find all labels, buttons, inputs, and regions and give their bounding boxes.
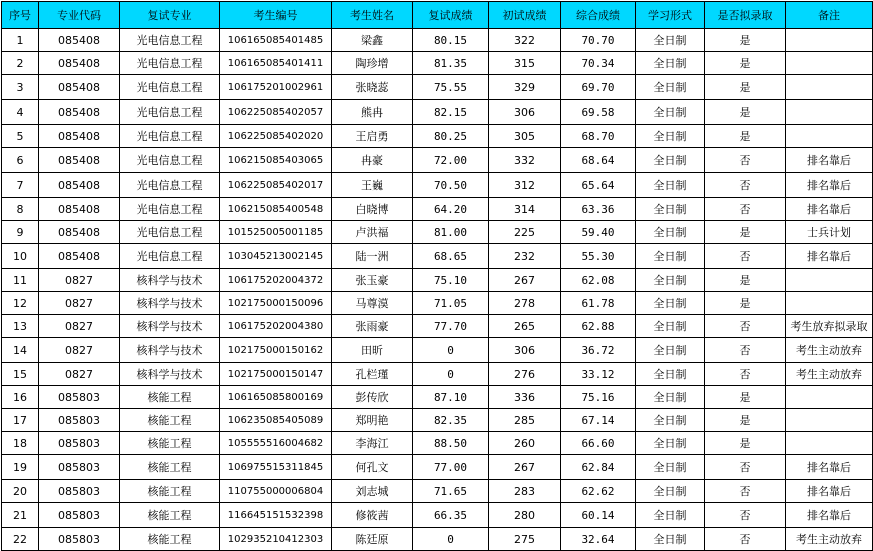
cell-admitted: 否 xyxy=(705,338,786,363)
cell-major-code: 0827 xyxy=(39,269,120,292)
cell-admitted: 否 xyxy=(705,315,786,338)
cell-retest-score: 82.15 xyxy=(413,100,489,125)
cell-retest-major: 光电信息工程 xyxy=(120,198,220,221)
cell-major-code: 0827 xyxy=(39,315,120,338)
cell-candidate-name: 刘志城 xyxy=(332,480,413,503)
cell-candidate-id: 106175202004380 xyxy=(220,315,332,338)
cell-initial-score: 232 xyxy=(489,244,561,269)
cell-index: 2 xyxy=(2,52,39,75)
cell-initial-score: 314 xyxy=(489,198,561,221)
cell-study-mode: 全日制 xyxy=(636,221,705,244)
cell-remarks: 排名靠后 xyxy=(786,173,873,198)
cell-major-code: 085803 xyxy=(39,409,120,432)
cell-candidate-id: 102175000150147 xyxy=(220,363,332,386)
cell-initial-score: 275 xyxy=(489,528,561,551)
cell-retest-major: 光电信息工程 xyxy=(120,52,220,75)
header-study-mode: 学习形式 xyxy=(636,2,705,29)
cell-study-mode: 全日制 xyxy=(636,503,705,528)
cell-initial-score: 312 xyxy=(489,173,561,198)
cell-candidate-name: 陆一洲 xyxy=(332,244,413,269)
cell-retest-score: 71.05 xyxy=(413,292,489,315)
cell-study-mode: 全日制 xyxy=(636,363,705,386)
cell-total-score: 69.70 xyxy=(561,75,636,100)
table-row xyxy=(2,148,873,173)
table-row xyxy=(2,52,873,75)
cell-candidate-id: 102175000150096 xyxy=(220,292,332,315)
cell-major-code: 085408 xyxy=(39,125,120,148)
cell-major-code: 085408 xyxy=(39,100,120,125)
cell-candidate-id: 106215085403065 xyxy=(220,148,332,173)
table-row xyxy=(2,409,873,432)
cell-total-score: 63.36 xyxy=(561,198,636,221)
cell-initial-score: 267 xyxy=(489,269,561,292)
cell-total-score: 59.40 xyxy=(561,221,636,244)
cell-study-mode: 全日制 xyxy=(636,455,705,480)
cell-admitted: 否 xyxy=(705,503,786,528)
cell-candidate-name: 冉豪 xyxy=(332,148,413,173)
cell-study-mode: 全日制 xyxy=(636,29,705,52)
cell-major-code: 085408 xyxy=(39,148,120,173)
cell-remarks: 排名靠后 xyxy=(786,503,873,528)
table-row xyxy=(2,503,873,528)
cell-total-score: 70.34 xyxy=(561,52,636,75)
cell-total-score: 68.70 xyxy=(561,125,636,148)
table-row xyxy=(2,480,873,503)
table-row xyxy=(2,269,873,292)
cell-candidate-name: 修筱茜 xyxy=(332,503,413,528)
cell-admitted: 是 xyxy=(705,125,786,148)
cell-candidate-id: 106165085401411 xyxy=(220,52,332,75)
cell-candidate-name: 卢洪福 xyxy=(332,221,413,244)
cell-remarks xyxy=(786,386,873,409)
cell-index: 12 xyxy=(2,292,39,315)
table-row xyxy=(2,292,873,315)
cell-retest-major: 光电信息工程 xyxy=(120,221,220,244)
cell-initial-score: 283 xyxy=(489,480,561,503)
cell-index: 3 xyxy=(2,75,39,100)
cell-retest-major: 光电信息工程 xyxy=(120,100,220,125)
cell-index: 22 xyxy=(2,528,39,551)
cell-remarks xyxy=(786,52,873,75)
cell-admitted: 是 xyxy=(705,29,786,52)
cell-retest-score: 71.65 xyxy=(413,480,489,503)
cell-index: 15 xyxy=(2,363,39,386)
cell-total-score: 62.08 xyxy=(561,269,636,292)
cell-remarks xyxy=(786,75,873,100)
cell-candidate-id: 106235085405089 xyxy=(220,409,332,432)
cell-index: 13 xyxy=(2,315,39,338)
cell-remarks xyxy=(786,432,873,455)
cell-candidate-name: 陶珍增 xyxy=(332,52,413,75)
cell-retest-score: 75.10 xyxy=(413,269,489,292)
cell-total-score: 55.30 xyxy=(561,244,636,269)
cell-candidate-id: 102935210412303 xyxy=(220,528,332,551)
cell-admitted: 否 xyxy=(705,480,786,503)
cell-study-mode: 全日制 xyxy=(636,386,705,409)
cell-retest-score: 77.00 xyxy=(413,455,489,480)
cell-candidate-name: 田昕 xyxy=(332,338,413,363)
cell-retest-score: 0 xyxy=(413,338,489,363)
cell-total-score: 33.12 xyxy=(561,363,636,386)
cell-candidate-name: 陈廷原 xyxy=(332,528,413,551)
cell-index: 6 xyxy=(2,148,39,173)
cell-index: 4 xyxy=(2,100,39,125)
cell-major-code: 085803 xyxy=(39,386,120,409)
cell-admitted: 是 xyxy=(705,269,786,292)
table-row xyxy=(2,173,873,198)
cell-candidate-name: 张雨豪 xyxy=(332,315,413,338)
cell-candidate-id: 116645151532398 xyxy=(220,503,332,528)
cell-major-code: 085408 xyxy=(39,29,120,52)
admission-table xyxy=(1,1,873,551)
cell-initial-score: 267 xyxy=(489,455,561,480)
cell-total-score: 70.70 xyxy=(561,29,636,52)
cell-retest-major: 核科学与技术 xyxy=(120,292,220,315)
cell-major-code: 085803 xyxy=(39,455,120,480)
cell-retest-major: 核能工程 xyxy=(120,409,220,432)
cell-admitted: 否 xyxy=(705,244,786,269)
cell-study-mode: 全日制 xyxy=(636,173,705,198)
cell-study-mode: 全日制 xyxy=(636,292,705,315)
cell-index: 11 xyxy=(2,269,39,292)
cell-index: 7 xyxy=(2,173,39,198)
cell-remarks xyxy=(786,292,873,315)
cell-candidate-id: 106165085401485 xyxy=(220,29,332,52)
cell-total-score: 68.64 xyxy=(561,148,636,173)
cell-admitted: 是 xyxy=(705,100,786,125)
table-row xyxy=(2,75,873,100)
header-remarks: 备注 xyxy=(786,2,873,29)
cell-retest-score: 70.50 xyxy=(413,173,489,198)
table-row xyxy=(2,29,873,52)
cell-remarks: 士兵计划 xyxy=(786,221,873,244)
cell-initial-score: 280 xyxy=(489,503,561,528)
cell-admitted: 是 xyxy=(705,52,786,75)
cell-retest-score: 81.35 xyxy=(413,52,489,75)
cell-candidate-id: 101525005001185 xyxy=(220,221,332,244)
cell-remarks: 考生放弃拟录取 xyxy=(786,315,873,338)
cell-retest-major: 核科学与技术 xyxy=(120,315,220,338)
cell-study-mode: 全日制 xyxy=(636,269,705,292)
cell-retest-score: 80.25 xyxy=(413,125,489,148)
cell-total-score: 60.14 xyxy=(561,503,636,528)
cell-major-code: 085408 xyxy=(39,198,120,221)
cell-candidate-name: 马尊漠 xyxy=(332,292,413,315)
cell-remarks: 排名靠后 xyxy=(786,480,873,503)
cell-index: 16 xyxy=(2,386,39,409)
cell-candidate-id: 102175000150162 xyxy=(220,338,332,363)
table-row xyxy=(2,221,873,244)
header-initial-score: 初试成绩 xyxy=(489,2,561,29)
cell-retest-major: 光电信息工程 xyxy=(120,125,220,148)
cell-candidate-id: 106175202004372 xyxy=(220,269,332,292)
cell-retest-score: 68.65 xyxy=(413,244,489,269)
cell-candidate-name: 梁鑫 xyxy=(332,29,413,52)
cell-admitted: 否 xyxy=(705,148,786,173)
cell-initial-score: 265 xyxy=(489,315,561,338)
cell-index: 18 xyxy=(2,432,39,455)
table-row xyxy=(2,315,873,338)
cell-retest-major: 核能工程 xyxy=(120,455,220,480)
cell-study-mode: 全日制 xyxy=(636,244,705,269)
cell-major-code: 085803 xyxy=(39,503,120,528)
cell-retest-score: 0 xyxy=(413,363,489,386)
cell-major-code: 085803 xyxy=(39,528,120,551)
cell-total-score: 32.64 xyxy=(561,528,636,551)
cell-study-mode: 全日制 xyxy=(636,409,705,432)
cell-candidate-id: 103045213002145 xyxy=(220,244,332,269)
cell-major-code: 085408 xyxy=(39,244,120,269)
cell-admitted: 是 xyxy=(705,292,786,315)
cell-admitted: 是 xyxy=(705,409,786,432)
cell-initial-score: 315 xyxy=(489,52,561,75)
cell-remarks xyxy=(786,409,873,432)
cell-total-score: 66.60 xyxy=(561,432,636,455)
cell-candidate-name: 彭传欣 xyxy=(332,386,413,409)
cell-candidate-id: 106165085800169 xyxy=(220,386,332,409)
cell-major-code: 085408 xyxy=(39,221,120,244)
cell-retest-major: 光电信息工程 xyxy=(120,75,220,100)
header-major-code: 专业代码 xyxy=(39,2,120,29)
cell-remarks xyxy=(786,269,873,292)
cell-total-score: 62.62 xyxy=(561,480,636,503)
cell-admitted: 否 xyxy=(705,528,786,551)
table-row xyxy=(2,386,873,409)
cell-index: 1 xyxy=(2,29,39,52)
cell-index: 20 xyxy=(2,480,39,503)
cell-candidate-name: 何孔文 xyxy=(332,455,413,480)
cell-index: 8 xyxy=(2,198,39,221)
cell-total-score: 75.16 xyxy=(561,386,636,409)
cell-candidate-name: 张晓蕊 xyxy=(332,75,413,100)
table-row xyxy=(2,100,873,125)
cell-initial-score: 260 xyxy=(489,432,561,455)
cell-candidate-id: 105555516004682 xyxy=(220,432,332,455)
cell-admitted: 是 xyxy=(705,386,786,409)
cell-total-score: 65.64 xyxy=(561,173,636,198)
cell-index: 17 xyxy=(2,409,39,432)
cell-retest-major: 光电信息工程 xyxy=(120,148,220,173)
cell-total-score: 69.58 xyxy=(561,100,636,125)
cell-initial-score: 329 xyxy=(489,75,561,100)
cell-initial-score: 306 xyxy=(489,100,561,125)
cell-retest-major: 光电信息工程 xyxy=(120,29,220,52)
cell-candidate-id: 106215085400548 xyxy=(220,198,332,221)
cell-remarks: 考生主动放弃 xyxy=(786,338,873,363)
cell-initial-score: 306 xyxy=(489,338,561,363)
table-row xyxy=(2,338,873,363)
cell-candidate-name: 李海江 xyxy=(332,432,413,455)
cell-retest-major: 核能工程 xyxy=(120,432,220,455)
cell-retest-score: 80.15 xyxy=(413,29,489,52)
cell-admitted: 否 xyxy=(705,455,786,480)
cell-admitted: 是 xyxy=(705,432,786,455)
cell-candidate-id: 106225085402057 xyxy=(220,100,332,125)
cell-candidate-name: 孔栏瑾 xyxy=(332,363,413,386)
cell-candidate-name: 郑明艳 xyxy=(332,409,413,432)
cell-index: 5 xyxy=(2,125,39,148)
cell-remarks: 排名靠后 xyxy=(786,455,873,480)
cell-candidate-name: 王巍 xyxy=(332,173,413,198)
cell-study-mode: 全日制 xyxy=(636,338,705,363)
table-row xyxy=(2,363,873,386)
cell-major-code: 0827 xyxy=(39,363,120,386)
cell-remarks: 排名靠后 xyxy=(786,198,873,221)
header-candidate-name: 考生姓名 xyxy=(332,2,413,29)
header-retest-major: 复试专业 xyxy=(120,2,220,29)
cell-index: 9 xyxy=(2,221,39,244)
cell-index: 19 xyxy=(2,455,39,480)
cell-study-mode: 全日制 xyxy=(636,315,705,338)
cell-retest-score: 72.00 xyxy=(413,148,489,173)
cell-retest-score: 0 xyxy=(413,528,489,551)
cell-major-code: 0827 xyxy=(39,338,120,363)
cell-retest-score: 81.00 xyxy=(413,221,489,244)
cell-retest-major: 光电信息工程 xyxy=(120,244,220,269)
cell-admitted: 否 xyxy=(705,198,786,221)
table-row xyxy=(2,125,873,148)
table-row xyxy=(2,455,873,480)
header-candidate-id: 考生编号 xyxy=(220,2,332,29)
cell-total-score: 62.88 xyxy=(561,315,636,338)
header-retest-score: 复试成绩 xyxy=(413,2,489,29)
cell-candidate-id: 110755000006804 xyxy=(220,480,332,503)
cell-candidate-name: 熊冉 xyxy=(332,100,413,125)
cell-admitted: 是 xyxy=(705,75,786,100)
cell-retest-major: 光电信息工程 xyxy=(120,173,220,198)
cell-candidate-name: 王启勇 xyxy=(332,125,413,148)
cell-remarks: 排名靠后 xyxy=(786,148,873,173)
cell-remarks xyxy=(786,29,873,52)
cell-major-code: 085408 xyxy=(39,173,120,198)
cell-index: 21 xyxy=(2,503,39,528)
cell-major-code: 085408 xyxy=(39,75,120,100)
cell-initial-score: 276 xyxy=(489,363,561,386)
cell-remarks: 排名靠后 xyxy=(786,244,873,269)
header-total-score: 综合成绩 xyxy=(561,2,636,29)
cell-candidate-name: 张玉豪 xyxy=(332,269,413,292)
cell-retest-major: 核科学与技术 xyxy=(120,338,220,363)
table-row xyxy=(2,432,873,455)
cell-study-mode: 全日制 xyxy=(636,528,705,551)
cell-index: 10 xyxy=(2,244,39,269)
cell-retest-major: 核能工程 xyxy=(120,528,220,551)
cell-candidate-id: 106975515311845 xyxy=(220,455,332,480)
cell-candidate-id: 106175201002961 xyxy=(220,75,332,100)
cell-study-mode: 全日制 xyxy=(636,100,705,125)
table-row xyxy=(2,244,873,269)
cell-study-mode: 全日制 xyxy=(636,480,705,503)
cell-total-score: 36.72 xyxy=(561,338,636,363)
cell-retest-score: 64.20 xyxy=(413,198,489,221)
cell-study-mode: 全日制 xyxy=(636,198,705,221)
cell-retest-score: 88.50 xyxy=(413,432,489,455)
table-body xyxy=(2,29,873,551)
cell-retest-major: 核科学与技术 xyxy=(120,363,220,386)
cell-retest-major: 核能工程 xyxy=(120,480,220,503)
cell-admitted: 否 xyxy=(705,173,786,198)
header-admitted: 是否拟录取 xyxy=(705,2,786,29)
cell-candidate-id: 106225085402017 xyxy=(220,173,332,198)
cell-retest-major: 核能工程 xyxy=(120,503,220,528)
cell-retest-score: 87.10 xyxy=(413,386,489,409)
cell-major-code: 085803 xyxy=(39,480,120,503)
cell-study-mode: 全日制 xyxy=(636,432,705,455)
cell-retest-major: 核能工程 xyxy=(120,386,220,409)
table-header-row xyxy=(2,2,873,29)
cell-initial-score: 336 xyxy=(489,386,561,409)
header-index: 序号 xyxy=(2,2,39,29)
cell-admitted: 否 xyxy=(705,363,786,386)
cell-remarks: 考生主动放弃 xyxy=(786,363,873,386)
cell-retest-score: 66.35 xyxy=(413,503,489,528)
cell-study-mode: 全日制 xyxy=(636,148,705,173)
cell-candidate-name: 白晓博 xyxy=(332,198,413,221)
cell-study-mode: 全日制 xyxy=(636,75,705,100)
cell-remarks xyxy=(786,100,873,125)
table-row xyxy=(2,528,873,551)
cell-major-code: 085408 xyxy=(39,52,120,75)
cell-total-score: 67.14 xyxy=(561,409,636,432)
cell-retest-score: 75.55 xyxy=(413,75,489,100)
cell-initial-score: 225 xyxy=(489,221,561,244)
cell-initial-score: 285 xyxy=(489,409,561,432)
cell-study-mode: 全日制 xyxy=(636,125,705,148)
cell-initial-score: 278 xyxy=(489,292,561,315)
cell-initial-score: 322 xyxy=(489,29,561,52)
cell-initial-score: 305 xyxy=(489,125,561,148)
cell-index: 14 xyxy=(2,338,39,363)
cell-admitted: 是 xyxy=(705,221,786,244)
table-row xyxy=(2,198,873,221)
cell-total-score: 62.84 xyxy=(561,455,636,480)
cell-major-code: 085803 xyxy=(39,432,120,455)
cell-remarks xyxy=(786,125,873,148)
cell-total-score: 61.78 xyxy=(561,292,636,315)
cell-remarks: 考生主动放弃 xyxy=(786,528,873,551)
cell-candidate-id: 106225085402020 xyxy=(220,125,332,148)
cell-study-mode: 全日制 xyxy=(636,52,705,75)
cell-retest-score: 77.70 xyxy=(413,315,489,338)
cell-retest-score: 82.35 xyxy=(413,409,489,432)
cell-major-code: 0827 xyxy=(39,292,120,315)
cell-retest-major: 核科学与技术 xyxy=(120,269,220,292)
cell-initial-score: 332 xyxy=(489,148,561,173)
